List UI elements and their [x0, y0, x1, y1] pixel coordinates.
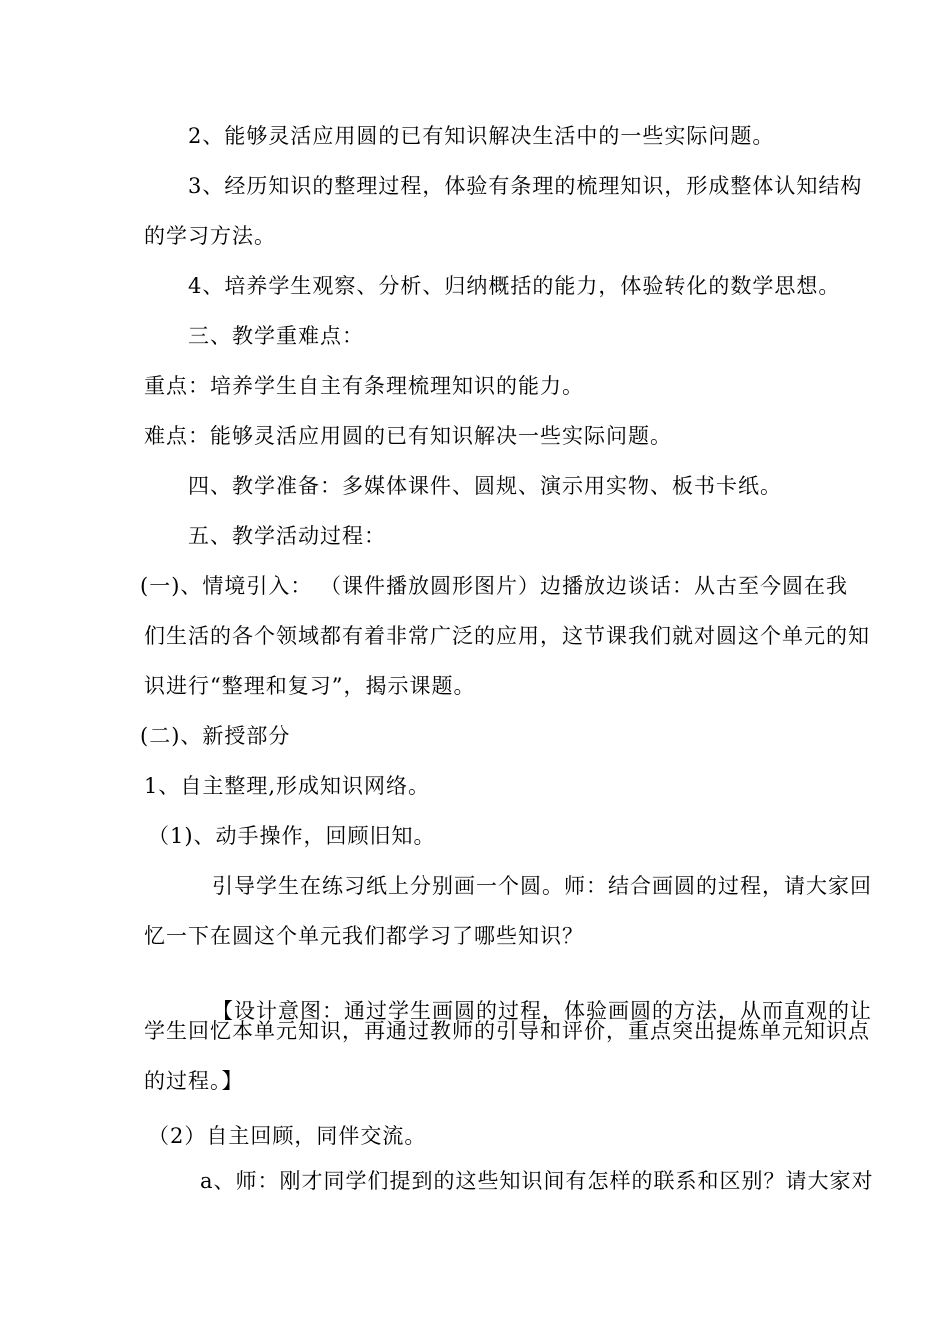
section-heading: 三、教学重难点：	[188, 324, 364, 348]
text-line: 2、能够灵活应用圆的已有知识解决生活中的一些实际问题。	[188, 124, 775, 148]
text-line: 3、经历知识的整理过程，体验有条理的梳理知识，形成整体认知结构	[188, 174, 863, 198]
design-note-line: 的过程。】	[144, 1069, 244, 1093]
text-line: a、师：刚才同学们提到的这些知识间有怎样的联系和区别？请大家对	[200, 1169, 874, 1193]
subsection-heading: （2）自主回顾，同伴交流。	[148, 1124, 427, 1148]
subsection-heading: （1)、动手操作，回顾旧知。	[148, 824, 436, 848]
text-line: 重点：培养学生自主有条理梳理知识的能力。	[144, 374, 584, 398]
section-heading: 四、教学准备：多媒体课件、圆规、演示用实物、板书卡纸。	[188, 474, 782, 498]
text-line: 难点：能够灵活应用圆的已有知识解决一些实际问题。	[144, 424, 672, 448]
text-line: 引导学生在练习纸上分别画一个圆。师：结合画圆的过程，请大家回	[212, 874, 872, 898]
text-line: 识进行“整理和复习”，揭示课题。	[144, 674, 476, 698]
subsection-heading: 1、自主整理,形成知识网络。	[144, 774, 431, 798]
subsection-heading: (二)、新授部分	[140, 724, 291, 748]
text-line: 忆一下在圆这个单元我们都学习了哪些知识？	[144, 924, 584, 948]
text-line: 的学习方法。	[144, 224, 276, 248]
section-heading: 五、教学活动过程：	[188, 524, 386, 548]
text-line: 4、培养学生观察、分析、归纳概括的能力，体验转化的数学思想。	[188, 274, 841, 298]
text-line: 们生活的各个领域都有着非常广泛的应用，这节课我们就对圆这个单元的知	[144, 624, 870, 648]
design-note-line: 【设计意图：通过学生画圆的过程，体验画圆的方法，从而直观的让	[212, 999, 872, 1023]
design-note-line: 学生回忆本单元知识，再通过教师的引导和评价，重点突出提炼单元知识点	[144, 1019, 870, 1043]
text-line: (一)、情境引入： （课件播放圆形图片）边播放边谈话：从古至今圆在我	[140, 574, 849, 598]
